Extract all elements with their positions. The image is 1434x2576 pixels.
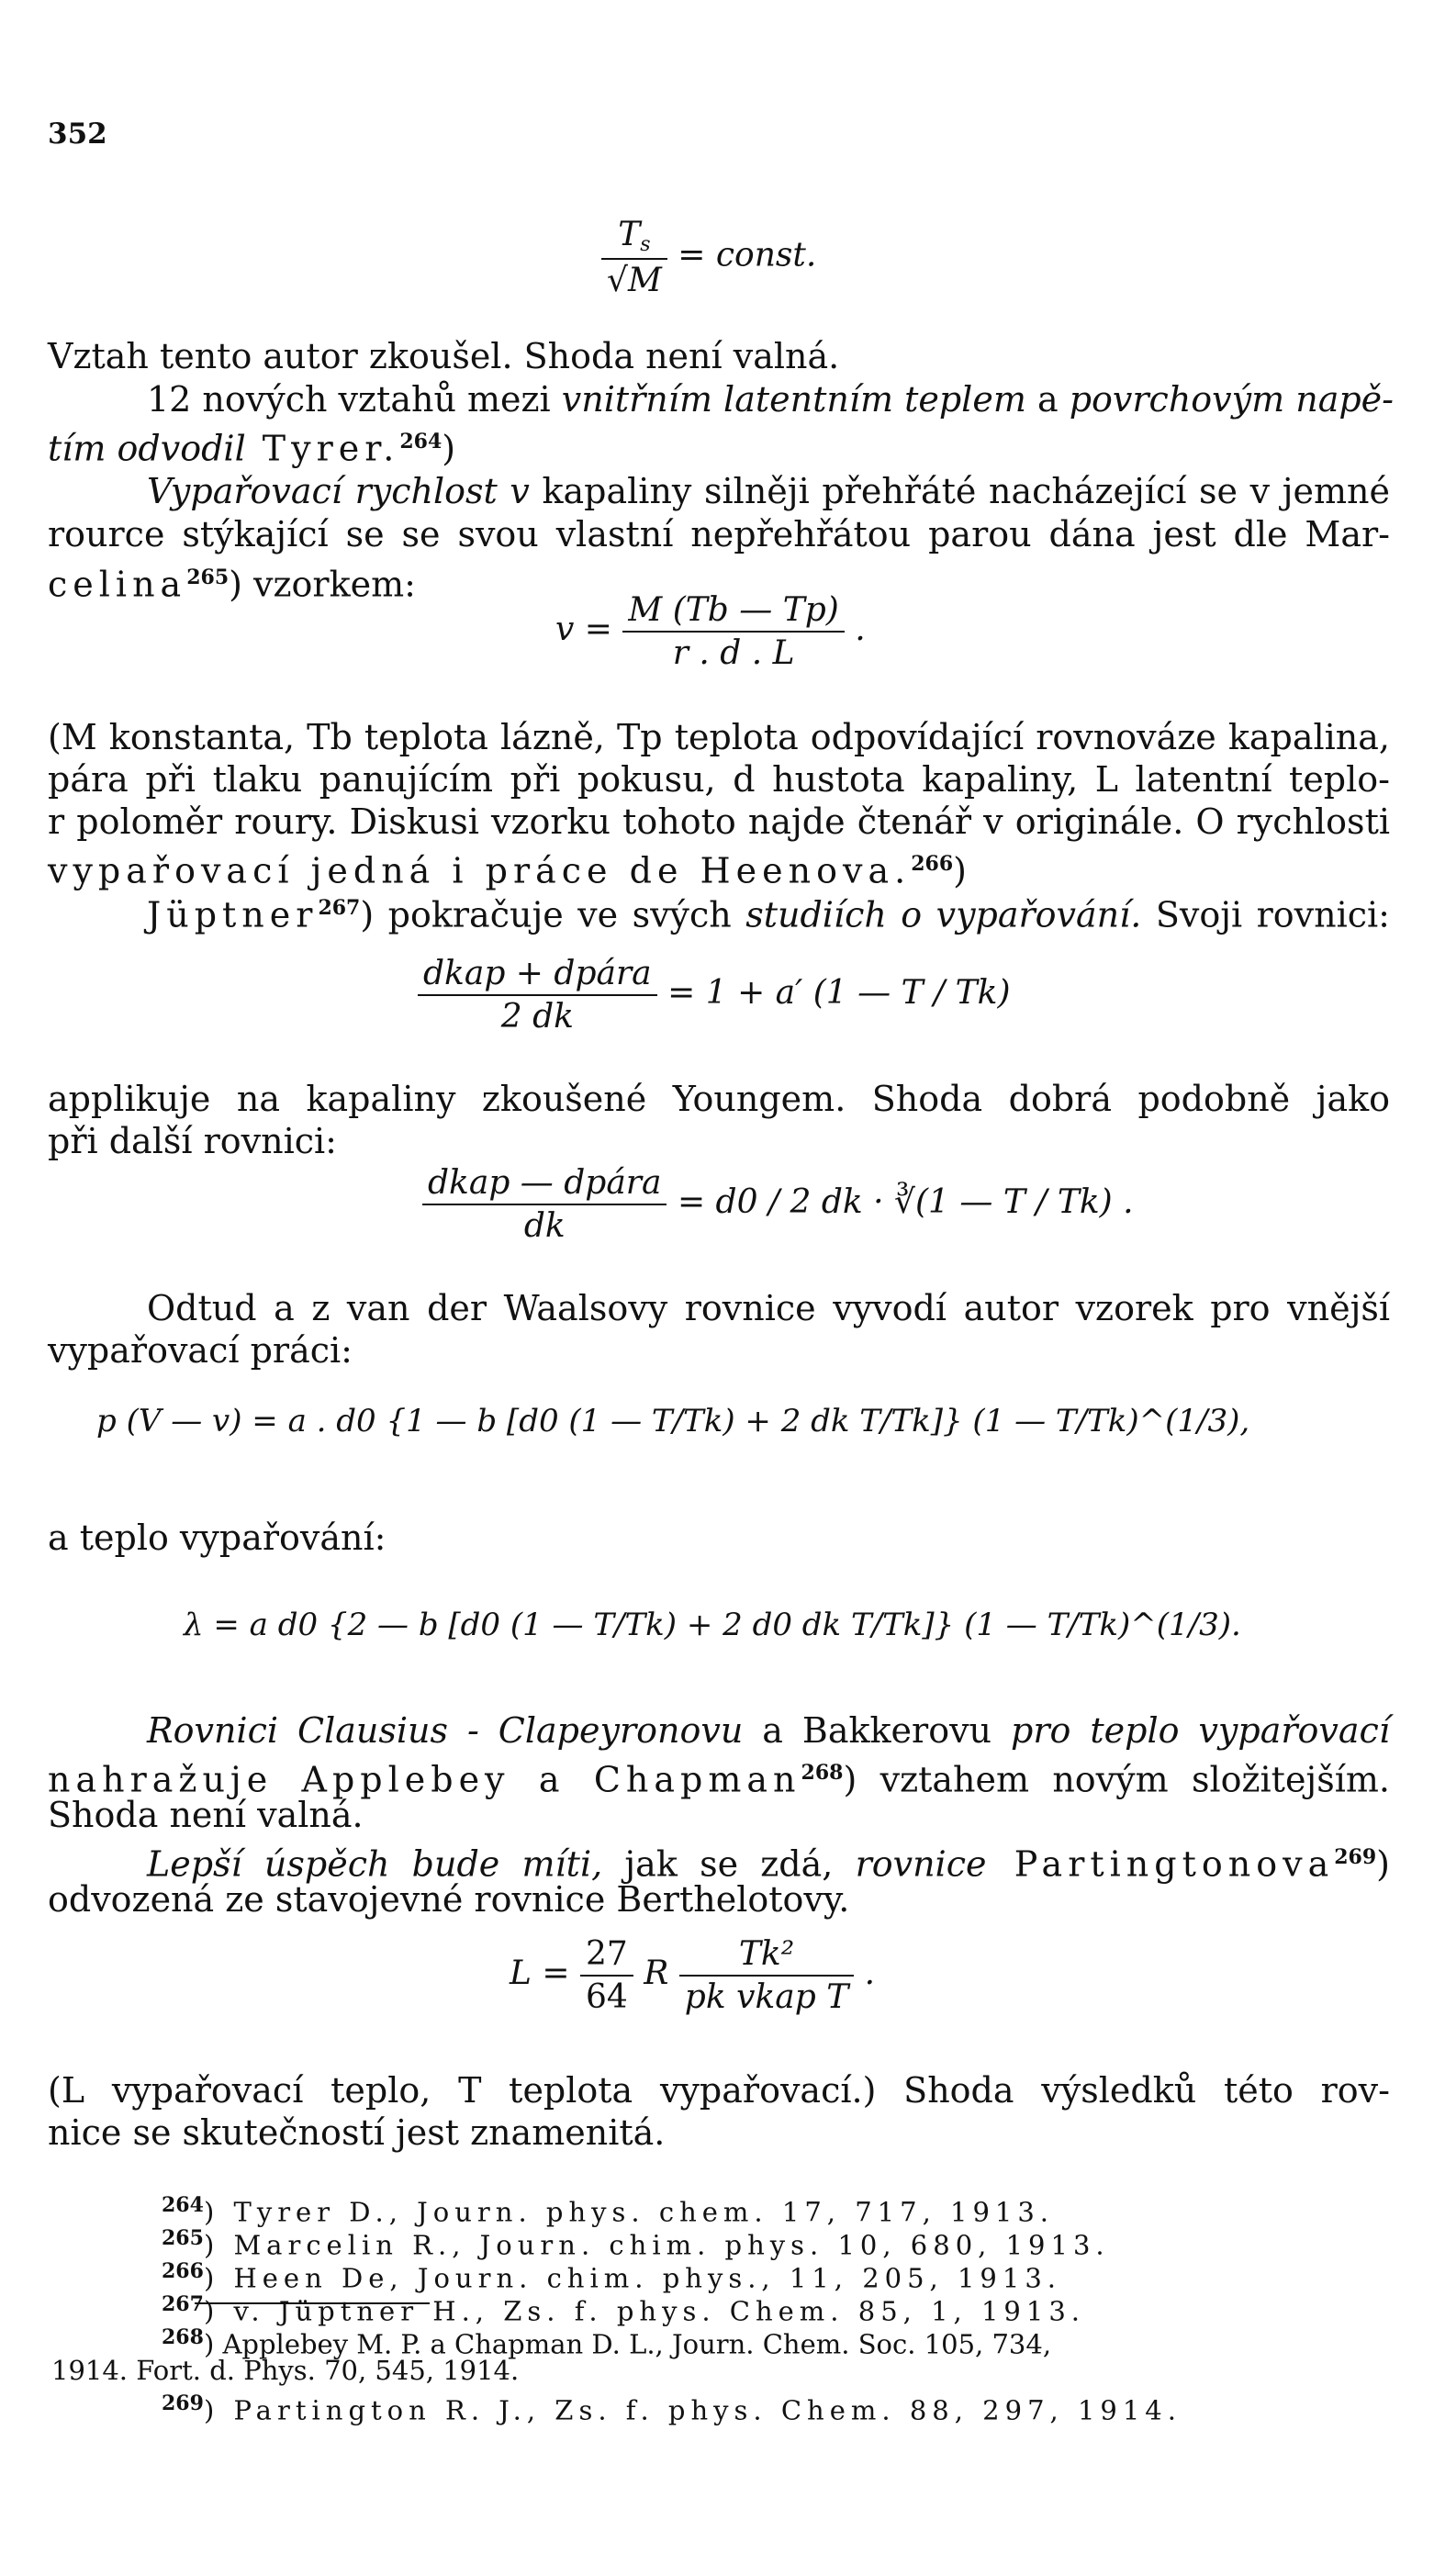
paragraph-3-line-3: celina$^{265}$) vzorkem:: [48, 564, 416, 605]
equation-3: [418, 955, 1011, 1036]
equation-1: [601, 216, 816, 299]
eq3-denominator: 2 dk: [500, 998, 574, 1036]
paragraph-2-line-1: 12 nových vztahů mezi vnitřním latentním teplem a povrchovým napě-: [147, 379, 1395, 420]
paragraph-10-line-1: Lepší úspěch bude míti, jak se zdá, rovnice Partingtonova$^{269}$): [147, 1843, 1390, 1885]
paragraph-11-line-1: (L vypařovací teplo, T teplota vypařovací.) Shoda výsledků této rov-: [48, 2070, 1390, 2111]
equation-2: [555, 591, 866, 672]
equation-5: p (V — v) = a . d0 {1 — b [d0 (1 — T/Tk) + 2 dk T/Tk]} (1 — T/Tk)^(1/3),: [96, 1403, 1250, 1439]
page-number: 352: [48, 118, 107, 151]
paragraph-1: Vztah tento autor zkoušel. Shoda není valná.: [48, 336, 840, 376]
equation-7: [510, 1935, 875, 2016]
paragraph-9-line-3: Shoda není valná.: [48, 1795, 364, 1835]
eq2-numerator: M (Tb — Tp): [622, 591, 844, 633]
eq7-mid: R: [644, 1954, 669, 1992]
paragraph-2-line-2: tím odvodil Tyrer.$^{264}$): [48, 428, 456, 469]
eq1-rhs: = const.: [678, 236, 817, 274]
eq3-numerator: dkap + dpára: [418, 955, 657, 996]
paragraph-5-line-1: Jüptner$^{267}$) pokračuje ve svých studiích o vypařování. Svoji rovnici:: [147, 894, 1390, 935]
eq1-denominator: √M: [607, 262, 662, 299]
eq2-end: .: [855, 610, 866, 648]
paragraph-7-line-2: vypařovací práci:: [48, 1330, 353, 1371]
footnote-268-continued: 1914. Fort. d. Phys. 70, 545, 1914.: [51, 2355, 520, 2386]
paragraph-6-line-2: při další rovnici:: [48, 1121, 337, 1161]
paragraph-4-line-2: pára při tlaku panujícím při pokusu, d hustota kapaliny, L latentní teplo-: [48, 759, 1390, 800]
paragraph-9-line-1: Rovnici Clausius - Clapeyronovu a Bakkerovu pro teplo vypařovací: [147, 1710, 1390, 1751]
paragraph-4-line-4: vypařovací jedná i práce de Heenova.$^{266}$): [48, 850, 967, 891]
paragraph-8: a teplo vypařování:: [48, 1518, 387, 1558]
paragraph-3-line-1: Vypařovací rychlost v kapaliny silněji přehřáté nacházející se v jemné: [147, 471, 1390, 511]
eq2-denominator: r . d . L: [672, 634, 795, 672]
eq1-numerator: T: [618, 216, 641, 253]
paragraph-10-line-2: odvozená ze stavojevné rovnice Berthelotovy.: [48, 1879, 850, 1920]
paragraph-4-line-1: (M konstanta, Tb teplota lázně, Tp teplota odpovídající rovnováze kapalina,: [48, 717, 1390, 757]
eq7-lhs: L =: [510, 1954, 570, 1992]
equation-4: [422, 1164, 1134, 1245]
eq7-coef-den: 64: [585, 1978, 628, 2016]
footnote-268: $^{268}$) Applebey M. P. a Chapman D. L., Journ. Chem. Soc. 105, 734,: [162, 2325, 1052, 2360]
eq7-denominator: pk vkap T: [684, 1978, 849, 2016]
paragraph-7-line-1: Odtud a z van der Waalsovy rovnice vyvodí autor vzorek pro vnější: [147, 1288, 1390, 1328]
eq2-lhs: v =: [555, 610, 612, 648]
paragraph-6-line-1: applikuje na kapaliny zkoušené Youngem. Shoda dobrá podobně jako: [48, 1079, 1390, 1119]
eq7-numerator: Tk²: [679, 1935, 854, 1977]
paragraph-9-line-2: nahražuje Applebey a Chapman$^{268}$) vztahem novým složitejším.: [48, 1759, 1390, 1800]
paragraph-4-line-3: r poloměr roury. Diskusi vzorku tohoto najde čtenář v originále. O rychlosti: [48, 801, 1390, 842]
eq1-numerator-sub: s: [640, 233, 651, 256]
eq4-denominator: dk: [523, 1207, 566, 1245]
footnote-267: $^{267}$) v. Jüptner H., Zs. f. phys. Chem. 85, 1, 1913.: [162, 2292, 1085, 2327]
eq3-rhs: = 1 + a′ (1 — T / Tk): [667, 974, 1011, 1012]
equation-6: λ = a d0 {2 — b [d0 (1 — T/Tk) + 2 d0 dk T/Tk]} (1 — T/Tk)^(1/3).: [184, 1607, 1241, 1643]
eq4-numerator: dkap — dpára: [422, 1164, 667, 1205]
paragraph-3-line-2: rource stýkající se se svou vlastní nepřehřátou parou dána jest dle Mar-: [48, 514, 1390, 554]
eq7-end: .: [864, 1954, 876, 1992]
footnote-266: $^{266}$) Heen De, Journ. chim. phys., 11, 205, 1913.: [162, 2259, 1062, 2294]
eq7-coef-num: 27: [580, 1935, 633, 1977]
footnote-269: $^{269}$) Partington R. J., Zs. f. phys. Chem. 88, 297, 1914.: [162, 2391, 1182, 2426]
footnote-265: $^{265}$) Marcelin R., Journ. chim. phys. 10, 680, 1913.: [162, 2226, 1110, 2261]
paragraph-11-line-2: nice se skutečností jest znamenitá.: [48, 2112, 666, 2153]
footnote-264: $^{264}$) Tyrer D., Journ. phys. chem. 17, 717, 1913.: [162, 2193, 1055, 2228]
eq4-rhs: = d0 / 2 dk · ∛(1 — T / Tk) .: [677, 1183, 1134, 1221]
